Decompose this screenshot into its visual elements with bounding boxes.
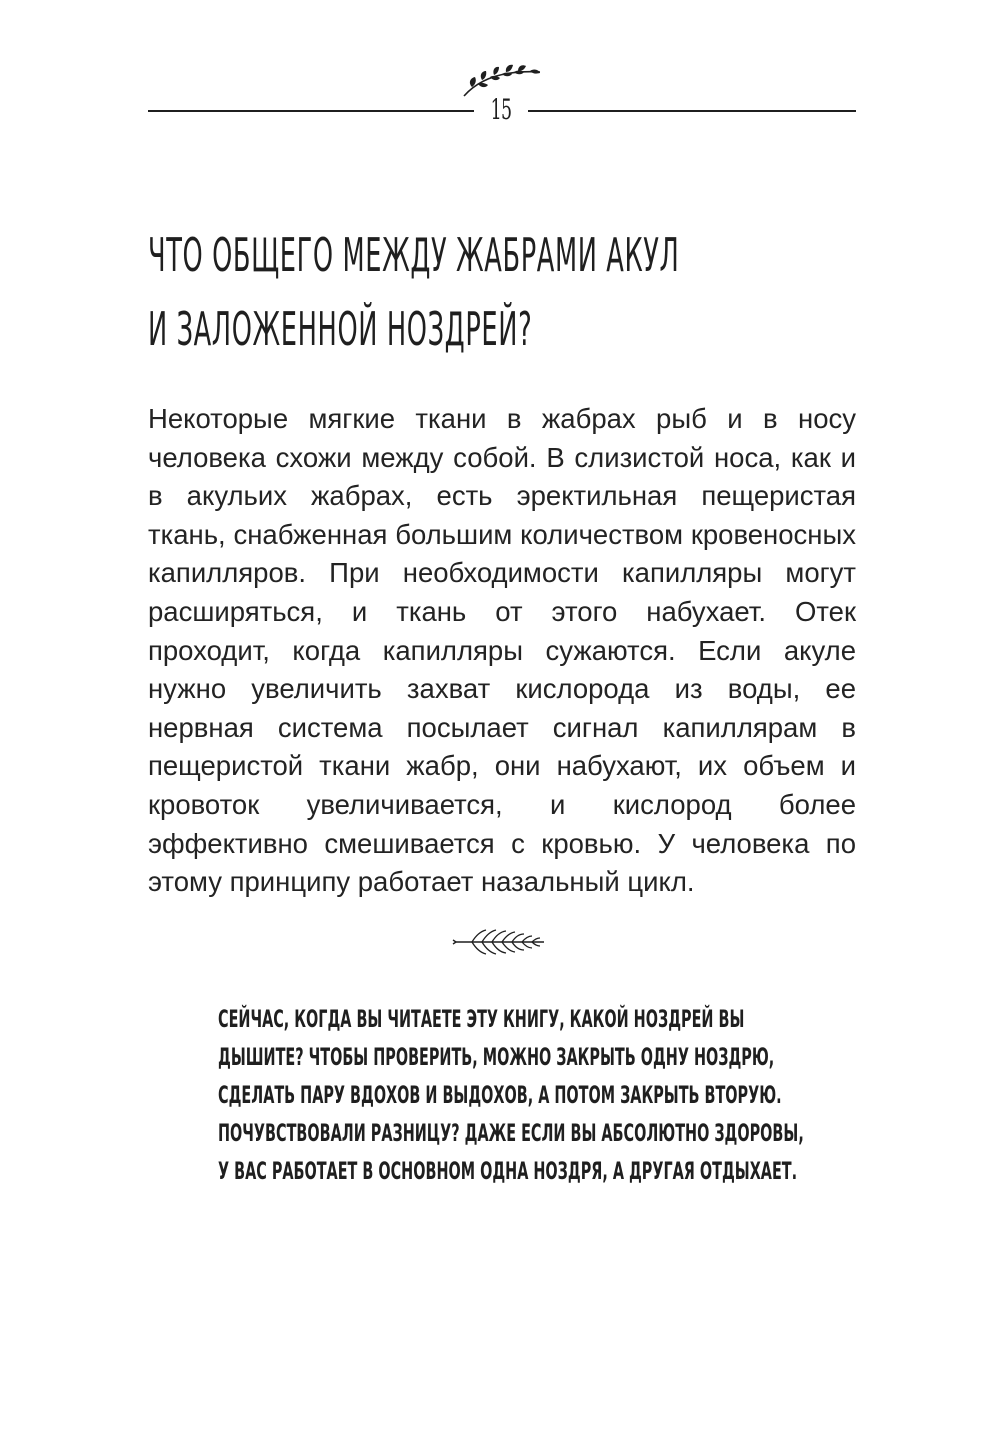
header-rule-right xyxy=(528,110,856,112)
title-line-1: ЧТО ОБЩЕГО МЕЖДУ ЖАБРАМИ АКУЛ xyxy=(148,228,680,282)
article-title xyxy=(148,218,861,366)
title-line-2: И ЗАЛОЖЕННОЙ НОЗДРЕЙ? xyxy=(148,302,533,356)
header-rule-left xyxy=(148,110,474,112)
body-paragraph: Некоторые мягкие ткани в жабрах рыб и в носу человека схожи между собой. В слизистой носа, как и в акульих жабрах, есть эректильная пещеристая ткань, снабженная большим количеством кровеносных капилляров. При необходимости капилляры могут расширяться, и ткань от этого набухает. Отек проходит, когда капилляры сужаются. Если акуле нужно увеличить захват кислорода из воды, ее нервная система посылает сигнал капиллярам в пещеристой ткани жабр, они набухают, их объем и кровоток увеличивается, и кислород более эффективно смешивается с кровью. У человека по этому принципу работает назальный цикл. xyxy=(148,403,856,898)
page-number: 15 xyxy=(490,93,512,126)
fern-branch-icon xyxy=(452,924,548,960)
page-header xyxy=(0,0,1000,140)
callout-text: СЕЙЧАС, КОГДА ВЫ ЧИТАЕТЕ ЭТУ КНИГУ, КАКОЙ НОЗДРЕЙ ВЫ ДЫШИТЕ? ЧТОБЫ ПРОВЕРИТЬ, МОЖНО ЗАКРЫТЬ ОДНУ НОЗДРЮ, СДЕЛАТЬ ПАРУ ВДОХОВ И ВЫДОХОВ, А ПОТОМ ЗАКРЫТЬ ВТОРУЮ. ПОЧУВСТВОВАЛИ РАЗНИЦУ? ДАЖЕ ЕСЛИ ВЫ АБСОЛЮТНО ЗДОРОВЫ, У ВАС РАБОТАЕТ В ОСНОВНОМ ОДНА НОЗДРЯ, А ДРУГАЯ ОТДЫХАЕТ. xyxy=(218,1005,804,1185)
